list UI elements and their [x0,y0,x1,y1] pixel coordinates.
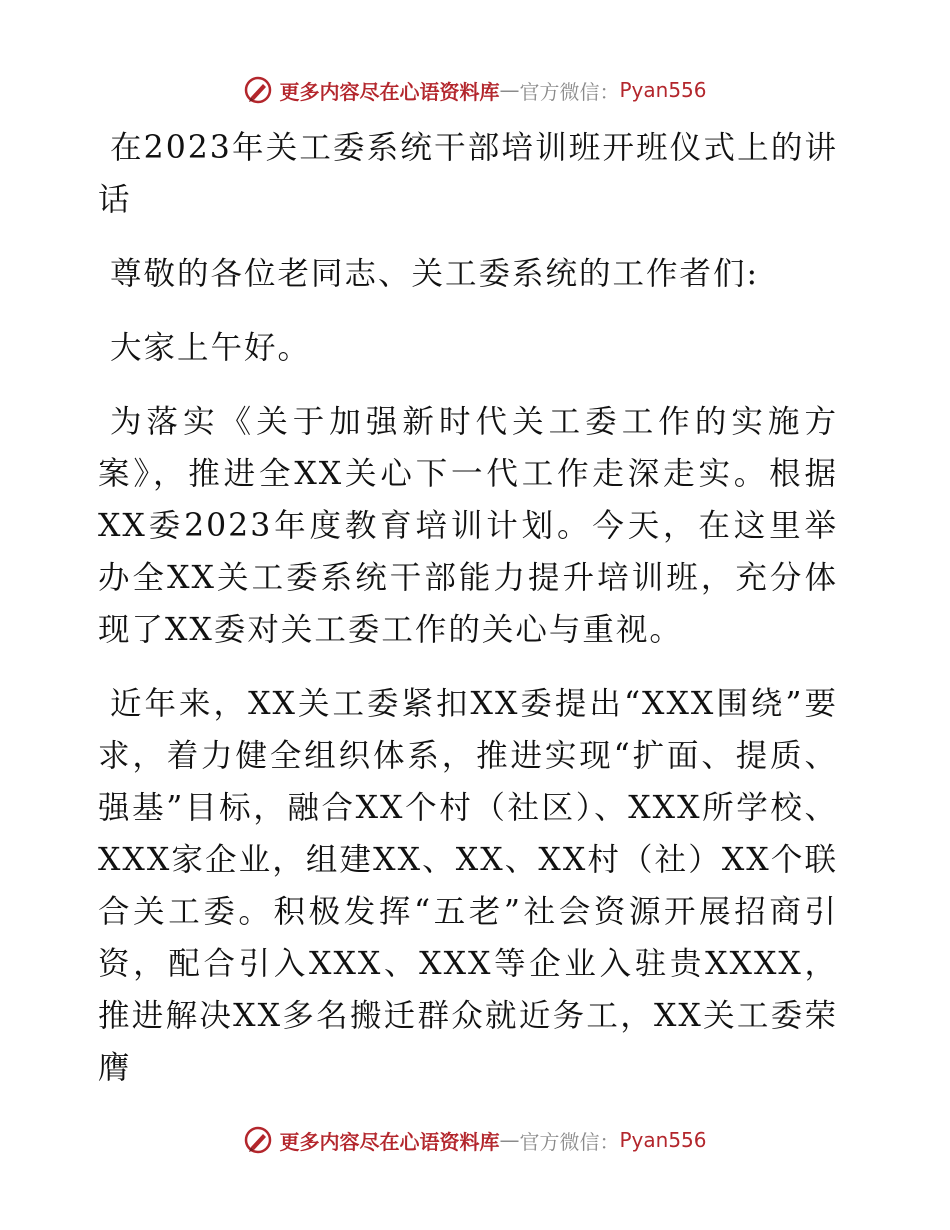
watermark-main-text: 更多内容尽在心语资料库 [279,1129,500,1154]
paragraph-salutation: 尊敬的各位老同志、关工委系统的工作者们: [110,256,760,292]
watermark-separator: — [499,1128,520,1152]
watermark-sub-text: 官方微信： [519,1129,620,1154]
watermark-separator: — [499,78,520,102]
footer-watermark [0,1120,950,1160]
document-body [98,122,838,1116]
document-title: 在2023年关工委系统干部培训班开班仪式上的讲话 [98,130,838,218]
paragraph-achievements: 近年来，XX关工委紧扣XX委提出“XXX围绕”要求，着力健全组织体系，推进实现“扩面、提质、强基”目标，融合XX个村（社区）、XXX所学校、XXX家企业，组建XX、XX、XX村（社）XX个联合关工委。积极发挥“五老”社会资源开展招商引资，配合引入XXX、XXX等企业入驻贵XXXX，推进解决XX多名搬迁群众就近务工，XX关工委荣膺 [98,686,838,1086]
pen-logo-icon [243,1125,273,1155]
watermark-sub-text: 官方微信： [519,79,620,104]
paragraph-purpose: 为落实《关于加强新时代关工委工作的实施方案》，推进全XX关心下一代工作走深走实。根据XX委2023年度教育培训计划。今天，在这里举办全XX关工委系统干部能力提升培训班，充分体现了XX委对关工委工作的关心与重视。 [98,404,838,648]
watermark-wechat-id: Pyan556 [619,78,707,102]
header-watermark [0,70,950,110]
paragraph-greeting: 大家上午好。 [110,330,312,366]
watermark-wechat-id: Pyan556 [619,1128,707,1152]
pen-logo-icon [243,75,273,105]
watermark-main-text: 更多内容尽在心语资料库 [279,79,500,104]
